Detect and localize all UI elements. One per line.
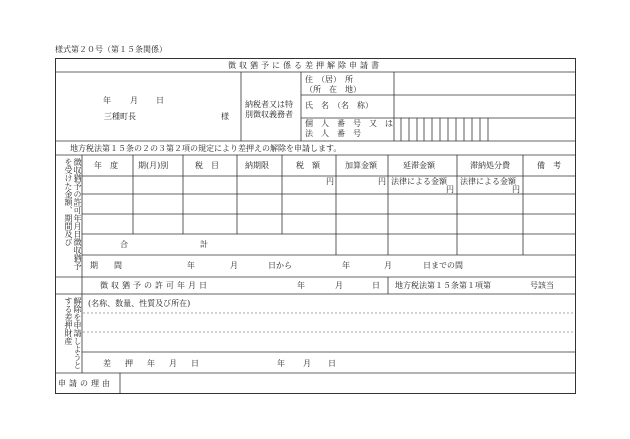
tax-table-side-label: 徴収猶予の許可年月日徴収猶予を受けた金額、期間及び bbox=[64, 158, 82, 270]
law-clause: 号該当 bbox=[530, 281, 554, 290]
reason-field[interactable] bbox=[122, 375, 574, 392]
yen-tax-amount: 円 bbox=[326, 177, 334, 186]
statement-text: 地方税法第１５条の２の３第２項の規定により差押えの解除を申請します。 bbox=[70, 144, 342, 153]
name-field[interactable] bbox=[395, 96, 575, 117]
header-due-date: 納期限 bbox=[245, 161, 269, 170]
seized-property-side-label: 解除を申請しようとする差押財産 bbox=[64, 297, 82, 369]
number-label-line1: 個 人 番 号 又 は bbox=[305, 119, 393, 128]
header-delinquency: 延滞金額 bbox=[403, 161, 435, 170]
seizure-date-label: 差 押 年 月 日 bbox=[103, 359, 202, 368]
date-month: 月 bbox=[130, 96, 138, 105]
yen-additional: 円 bbox=[378, 177, 386, 186]
addressee-name: 三種町長 bbox=[104, 112, 136, 121]
permit-day: 日 bbox=[372, 281, 380, 290]
date-day: 日 bbox=[156, 96, 164, 105]
permit-year: 年 bbox=[297, 281, 305, 290]
header-disposition-fee: 滞納処分費 bbox=[470, 161, 510, 170]
permit-month: 月 bbox=[335, 281, 343, 290]
form-title: 徴収猶予に係る差押解除申請書 bbox=[228, 61, 382, 70]
period-to-year: 年 bbox=[342, 261, 350, 270]
period-label: 期 間 bbox=[90, 261, 122, 270]
period-from-day: 日から bbox=[268, 261, 292, 270]
header-tax-amount: 税 額 bbox=[296, 161, 320, 170]
seizure-day: 日 bbox=[328, 359, 336, 368]
period-from-month: 月 bbox=[230, 261, 238, 270]
date-year: 年 bbox=[103, 96, 111, 105]
legal-amount-disposition: 法律による金額 bbox=[460, 177, 516, 186]
name-label: 氏 名 （名 称） bbox=[305, 101, 373, 110]
header-period: 期(月)別 bbox=[138, 161, 169, 170]
header-fiscal-year: 年 度 bbox=[94, 161, 118, 170]
number-label-line2: 法 人 番 号 bbox=[305, 129, 361, 138]
property-description-label: (名称、数量、性質及び所在) bbox=[88, 299, 191, 308]
permit-date-label: 徴収猶予の許可年月日 bbox=[100, 281, 210, 290]
seizure-month: 月 bbox=[303, 359, 311, 368]
applicant-role-line2: 別徴収義務者 bbox=[245, 110, 293, 119]
address-label: 住 （居） 所 bbox=[305, 75, 353, 84]
applicant-role-line1: 納税者又は特 bbox=[245, 100, 293, 109]
form-number-label: 様式第２０号（第１５条関係） bbox=[55, 45, 167, 54]
period-to-day: 日までの間 bbox=[423, 261, 463, 270]
period-to-month: 月 bbox=[384, 261, 392, 270]
seizure-year: 年 bbox=[277, 359, 285, 368]
yen-delinquency: 円 bbox=[446, 185, 454, 194]
header-additional: 加算金額 bbox=[345, 161, 377, 170]
period-from-year: 年 bbox=[187, 261, 195, 270]
yen-disposition: 円 bbox=[512, 185, 520, 194]
header-tax-item: 税 目 bbox=[195, 161, 219, 170]
addressee-honorific: 様 bbox=[221, 112, 229, 121]
legal-amount-delinquency: 法律による金額 bbox=[391, 177, 447, 186]
total-label: 合 計 bbox=[120, 240, 208, 249]
personal-number-field[interactable] bbox=[395, 119, 575, 140]
address-field[interactable] bbox=[395, 73, 575, 94]
law-reference: 地方税法第１５条第１項第 bbox=[395, 281, 491, 290]
header-remarks: 備 考 bbox=[537, 161, 561, 170]
reason-label: 申請の理由 bbox=[58, 379, 113, 388]
address-sub-label: （所 在 地） bbox=[305, 85, 361, 94]
property-description-field[interactable] bbox=[84, 314, 574, 350]
